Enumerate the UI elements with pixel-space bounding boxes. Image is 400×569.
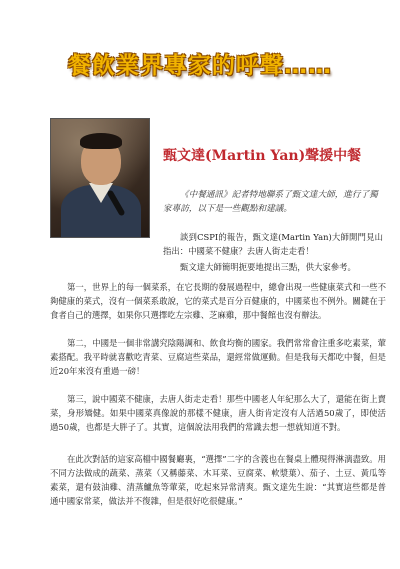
paragraph-1: 談到CSPI的報告，甄文達(Martin Yan)大師開門見山指出：中國菜不健康？去唐人街走走看！ [163,232,383,256]
paragraph-5: 第三，說中國菜不健康，去唐人街走走看！那些中國老人年紀那么大了，還能在街上賣菜，身形矯健。如果中國菜真像說的那樣不健康，唐人街肯定沒有人活過50歲了，即使活過50歲，也都是大胖子了。其實，這個說法用我們的常識去想一想就知道不對。 [50,394,386,432]
portrait-photo [50,118,150,238]
paragraph-2: 甄文達大師簡明扼要地提出三點，供大家參考。 [180,262,356,272]
paragraph-3: 第一，世界上的每一個菜系，在它長期的發展過程中，總會出現一些健康菜式和一些不夠健康的菜式，沒有一個菜系敢說，它的菜式是百分百健康的，中國菜也不例外。關鍵在于食者自己的選擇，如果你只選擇吃左宗雞、芝麻雞，那中餐館也沒有辦法。 [50,282,386,320]
article-headline: 甄文達(Martin Yan)聲援中餐 [163,148,362,164]
banner-title: 餐飲業界專家的呼聲…… [68,53,332,79]
paragraph-4: 第二，中國是一個非常講究陰陽調和、飲食均衡的國家。我們常常會注重多吃素菜，葷素搭配。我平時就喜歡吃青菜、豆腐這些菜品，還經常做運動。但是我每天都吃中餐，但是近20年來沒有重過一磅！ [50,338,386,376]
paragraph-6: 在此次對話的這家高檔中國餐廳裏，“選擇”二字的含義也在餐桌上體現得淋漓盡致。用不同方法做成的蔬菜、蒸菜（又稱藤菜、木耳菜、豆腐菜、軟漿葉）、茄子、土豆、黃瓜等素菜，還有鼓油雞、清蒸鱸魚等葷菜，吃起來异常清爽。甄文達先生說：“其實這些都是普通中國家常菜，做法并不復雜，但是很好吃很健康。” [50,454,386,506]
article-intro: 《中餐通訊》記者特地聯系了甄文達大師，進行了獨家專訪，以下是一些觀點和建議。 [163,190,378,214]
banner [0,40,400,92]
